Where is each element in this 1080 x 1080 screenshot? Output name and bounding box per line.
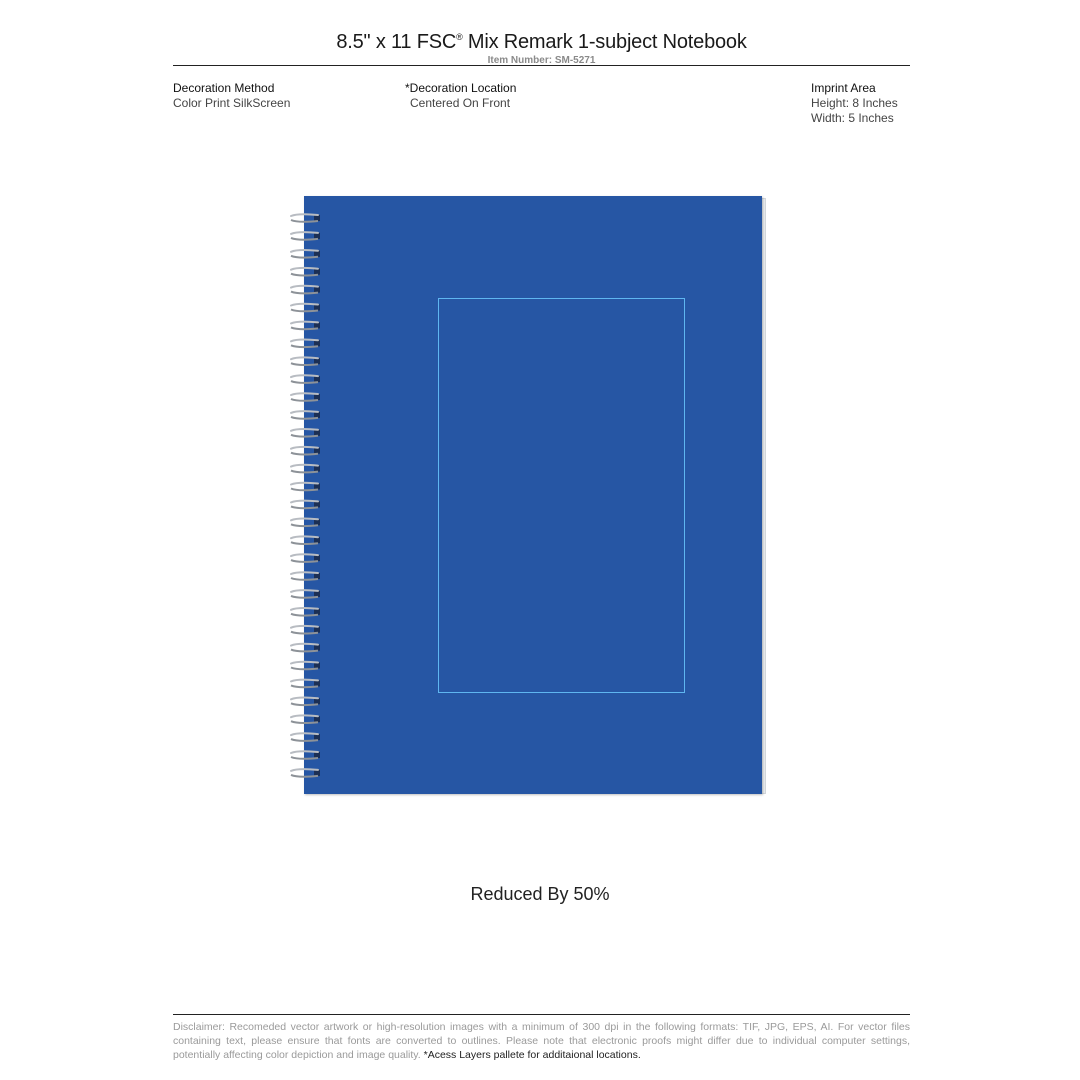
item-number: Item Number: SM-5271 [487, 55, 596, 66]
registered-mark: ® [456, 32, 463, 42]
imprint-height: Height: 8 Inches [811, 96, 898, 110]
imprint-area-block [811, 81, 898, 126]
imprint-width: Width: 5 Inches [811, 111, 894, 125]
spiral-loop [291, 644, 320, 652]
footer-divider [173, 1014, 910, 1015]
title-text-rest: Mix Remark 1-subject Notebook [462, 31, 747, 53]
spiral-loop [291, 733, 320, 741]
spiral-loop [291, 483, 320, 491]
spiral-loop [291, 501, 320, 509]
imprint-area-label: Imprint Area [811, 81, 876, 95]
decoration-method-label: Decoration Method [173, 81, 275, 95]
disclaimer [173, 1020, 910, 1062]
disclaimer-text: Disclaimer: Recomeded vector artwork or high-resolution images with a minimum of 300 dpi in the following formats: TIF, JPG, EPS, AI. For vector files containing text, please ensure that fonts are converted to outlines. Please note that electronic proofs might differ due to individual computer settings, potentially affecting color depiction and image quality. [173, 1021, 910, 1061]
spiral-loop [291, 715, 320, 723]
decoration-location-value: Centered On Front [410, 96, 511, 110]
spiral-loop [291, 357, 320, 365]
spiral-loop [291, 465, 320, 473]
header-divider [173, 65, 910, 66]
decoration-method-block [173, 81, 290, 111]
spiral-loop [291, 536, 320, 544]
spiral-loop [291, 608, 320, 616]
spiral-loop [291, 304, 320, 312]
spiral-loop [291, 411, 320, 419]
layers-note: *Acess Layers pallete for additaional locations. [423, 1049, 641, 1061]
decoration-location-block [405, 81, 516, 111]
spiral-loop [291, 519, 320, 527]
spiral-loop [291, 769, 320, 777]
product-title [173, 24, 910, 55]
spiral-loop [291, 268, 320, 276]
spiral-loop [291, 322, 320, 330]
spiral-loop [291, 214, 320, 222]
spiral-loop [291, 447, 320, 455]
spiral-loop [291, 340, 320, 348]
spiral-loop [291, 698, 320, 706]
spiral-loop [291, 554, 320, 562]
spiral-loop [291, 662, 320, 670]
spiral-loop [291, 572, 320, 580]
spiral-loop [291, 286, 320, 294]
page-header [173, 24, 910, 67]
wire-spiral-icon [288, 210, 324, 780]
notebook-cover [304, 196, 762, 794]
imprint-area-outline [438, 298, 685, 693]
decoration-location-label: *Decoration Location [405, 81, 517, 95]
scale-note: Reduced By 50% [470, 884, 610, 904]
spiral-loop [291, 626, 320, 634]
spiral-loop [291, 232, 320, 240]
spiral-loop [291, 680, 320, 688]
spiral-loop [291, 590, 320, 598]
decoration-method-value: Color Print SilkScreen [173, 96, 291, 110]
title-text: 8.5" x 11 FSC [336, 31, 457, 53]
spiral-loop [291, 393, 320, 401]
spiral-loop [291, 375, 320, 383]
spiral-loop [291, 429, 320, 437]
notebook-product-image [288, 196, 766, 794]
spiral-loop [291, 250, 320, 258]
spiral-loop [291, 751, 320, 759]
